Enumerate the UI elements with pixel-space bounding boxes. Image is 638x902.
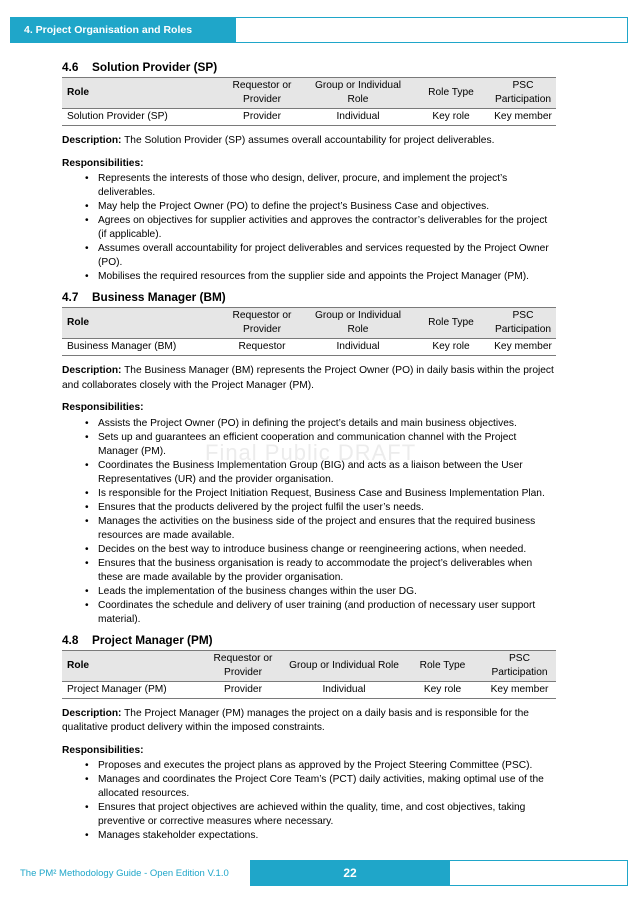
cell-requestor: Provider	[200, 681, 286, 698]
col-role: Role	[62, 78, 220, 109]
cell-group: Individual	[304, 339, 412, 356]
section-number: 4.8	[62, 632, 79, 647]
section-number: 4.7	[62, 290, 79, 304]
responsibilities-list	[62, 172, 556, 284]
description-text: The Project Manager (PM) manages the project on a daily basis and is responsible for the qualitative product delivery within the imposed constraints.	[62, 707, 529, 733]
responsibilities-label	[62, 157, 556, 172]
list-item: • Assists the Project Owner (PO) in defining the project’s details and main business objectives.	[98, 417, 556, 431]
description	[62, 364, 556, 393]
cell-psc: Key member	[483, 681, 556, 698]
list-item: • Ensures that the business organisation is ready to accommodate the project’s deliverables when these are made available by the provider organisation.	[98, 557, 556, 585]
header-rule	[236, 17, 628, 43]
description-text: The Solution Provider (SP) assumes overall accountability for project deliverables.	[121, 135, 495, 146]
role-table	[62, 77, 556, 126]
list-item: • Proposes and executes the project plans as approved by the Project Steering Committee (PSC).	[98, 759, 556, 773]
cell-group: Individual	[286, 681, 402, 698]
responsibilities-list	[62, 759, 556, 843]
section-title: Solution Provider (SP)	[92, 60, 218, 74]
col-requestor: Requestor or Provider	[220, 308, 304, 339]
list-item: • Assumes overall accountability for project deliverables and services requested by the Project Owner (PO).	[98, 242, 556, 270]
col-psc: PSC Participation	[483, 650, 556, 681]
section-title: Business Manager (BM)	[92, 290, 226, 304]
section-solution-provider	[62, 60, 556, 284]
page-content	[62, 54, 556, 843]
cell-type: Key role	[402, 681, 483, 698]
section-heading	[62, 60, 556, 74]
footer-title: The PM² Methodology Guide - Open Edition V.1.0	[20, 868, 229, 879]
cell-type: Key role	[412, 109, 490, 126]
cell-type: Key role	[412, 339, 490, 356]
footer-rule	[450, 860, 628, 886]
responsibilities-heading: Responsibilities:	[62, 157, 144, 169]
col-requestor: Requestor or Provider	[200, 650, 286, 681]
col-type: Role Type	[412, 308, 490, 339]
list-item: • Agrees on objectives for supplier activities and approves the contractor’s deliverables for the project (if applicable).	[98, 214, 556, 242]
description-label: Description:	[62, 135, 122, 146]
col-group: Group or Individual Role	[286, 650, 402, 681]
col-type: Role Type	[412, 78, 490, 109]
table-row	[62, 681, 556, 698]
role-table	[62, 307, 556, 356]
cell-psc: Key member	[490, 109, 556, 126]
list-item: • Coordinates the Business Implementation Group (BIG) and acts as a liaison between the User Representatives (UR) and the provider organisation.	[98, 459, 556, 487]
page-number: 22	[250, 860, 450, 886]
cell-role: Project Manager (PM)	[62, 681, 200, 698]
list-item: • Sets up and guarantees an efficient cooperation and communication channel with the Project Manager (PM).	[98, 431, 556, 459]
section-project-manager	[62, 633, 556, 844]
list-item: • Ensures that the products delivered by the project fulfil the user’s needs.	[98, 501, 556, 515]
table-row	[62, 339, 556, 356]
responsibilities-label	[62, 744, 556, 759]
table-header-row	[62, 78, 556, 109]
col-requestor: Requestor or Provider	[220, 78, 304, 109]
cell-requestor: Requestor	[220, 339, 304, 356]
col-role: Role	[62, 650, 200, 681]
responsibilities-heading: Responsibilities:	[62, 402, 144, 413]
col-group: Group or Individual Role	[304, 78, 412, 109]
col-type: Role Type	[402, 650, 483, 681]
list-item: • Manages and coordinates the Project Core Team’s (PCT) daily activities, making optimal use of the allocated resources.	[98, 773, 556, 801]
table-row	[62, 109, 556, 126]
list-item: • Mobilises the required resources from the supplier side and appoints the Project Manager (PM).	[98, 270, 556, 284]
list-item: • May help the Project Owner (PO) to define the project’s Business Case and objectives.	[98, 200, 556, 214]
list-item: • Leads the implementation of the business changes within the user DG.	[98, 585, 556, 599]
description-text: The Business Manager (BM) represents the Project Owner (PO) in daily basis within the project and collaborates closely with the Project Manager (PM).	[62, 365, 554, 391]
list-item: • Coordinates the schedule and delivery of user training (and production of necessary user support material).	[98, 599, 556, 627]
col-psc: PSC Participation	[490, 78, 556, 109]
table-header-row	[62, 650, 556, 681]
list-item: • Decides on the best way to introduce business change or reengineering actions, when needed.	[98, 543, 556, 557]
section-business-manager	[62, 290, 556, 627]
cell-requestor: Provider	[220, 109, 304, 126]
list-item: • Manages the activities on the business side of the project and ensures that the required business resources are made available.	[98, 515, 556, 543]
col-role: Role	[62, 308, 220, 339]
col-group: Group or Individual Role	[304, 308, 412, 339]
responsibilities-list	[62, 417, 556, 627]
description	[62, 134, 556, 149]
description-label: Description:	[62, 707, 122, 719]
cell-role: Solution Provider (SP)	[62, 109, 220, 126]
section-number: 4.6	[62, 60, 79, 74]
responsibilities-label	[62, 401, 556, 416]
responsibilities-heading: Responsibilities:	[62, 744, 144, 756]
list-item: • Is responsible for the Project Initiation Request, Business Case and Business Implementation Plan.	[98, 487, 556, 501]
section-heading	[62, 290, 556, 304]
role-table	[62, 650, 556, 699]
section-heading	[62, 633, 556, 647]
section-title: Project Manager (PM)	[92, 632, 213, 647]
cell-psc: Key member	[490, 339, 556, 356]
list-item: • Ensures that project objectives are achieved within the quality, time, and cost objectives, taking preventive or corrective measures where necessary.	[98, 801, 556, 829]
table-header-row	[62, 308, 556, 339]
cell-group: Individual	[304, 109, 412, 126]
list-item: • Manages stakeholder expectations.	[98, 829, 556, 843]
draft-watermark: Final Public DRAFT	[205, 440, 417, 465]
list-item: • Represents the interests of those who design, deliver, procure, and implement the project’s deliverables.	[98, 172, 556, 200]
description-label: Description:	[62, 365, 122, 376]
description	[62, 707, 556, 736]
section-header: 4. Project Organisation and Roles	[10, 17, 236, 43]
cell-role: Business Manager (BM)	[62, 339, 220, 356]
col-psc: PSC Participation	[490, 308, 556, 339]
